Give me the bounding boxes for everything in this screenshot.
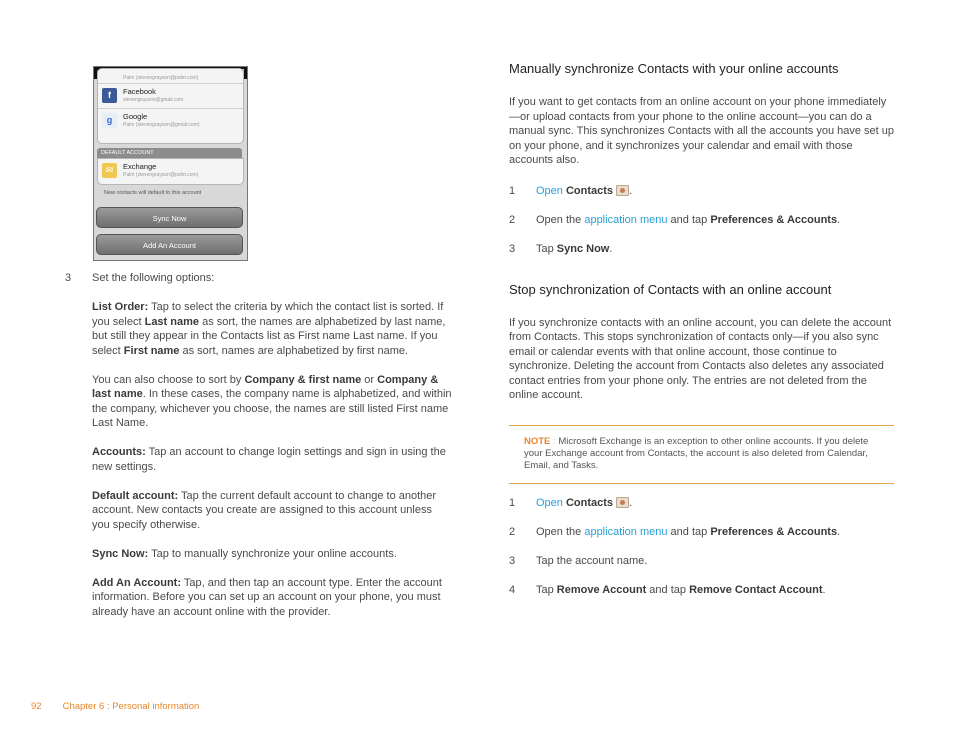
application-menu-link[interactable]: application menu [584, 525, 668, 538]
facebook-icon: f [102, 88, 117, 103]
phone-account-row [98, 83, 243, 108]
note-separator: : [550, 435, 559, 447]
section-title-manual-sync: Manually synchronize Contacts with your online accounts [509, 61, 839, 76]
step-number: 4 [509, 583, 516, 596]
company-paragraph [92, 373, 452, 431]
add-account-paragraph [92, 576, 452, 620]
text: and tap [667, 525, 711, 538]
phone-account-row [98, 108, 243, 133]
list-item [509, 242, 894, 271]
sync-now-label: Sync Now: [92, 547, 149, 560]
section-body: If you want to get contacts from an online account on your phone immediately—or upload contacts from your phone to the online account—you can do a manual sync. This synchronizes Contacts with all the accounts you have set up on your phone, and it synchronizes your calendar and email with those accounts also. [509, 96, 894, 166]
add-account-label: Add An Account: [92, 576, 182, 589]
text: as sort, the names are alphabetized by last name, but still they appear in the Contacts list as First name Last name. If you select [92, 315, 446, 357]
step-number: 1 [509, 184, 516, 197]
page-footer [31, 700, 199, 715]
step-number: 1 [509, 496, 516, 509]
phone-account-email: stevengrayson@gmail.com [123, 97, 184, 103]
phone-default-header: DEFAULT ACCOUNT [97, 148, 242, 158]
list-item: 1 Open Contacts . [509, 184, 633, 197]
google-icon: g [102, 113, 117, 128]
step-text: Set the following options: [92, 272, 215, 284]
step-number: 3 [509, 242, 516, 255]
accounts-paragraph [92, 445, 452, 474]
section-body: If you synchronize contacts with an online account, you can delete the account from Contacts. This stops synchronization of contacts only—if you also sync email or calendar events with that online account, those continue to synchronize. Deleting the account from Contacts also deletes any associated contact entries from your phone only. The entries are not deleted from the online account. [509, 316, 892, 401]
contacts-icon [616, 497, 629, 508]
term: First name [123, 344, 180, 357]
contacts-icon [616, 185, 629, 196]
text: . In these cases, the company name is alphabetized, and within the company, whichever you choose, the names are still listed First name Last Name. [92, 388, 452, 429]
term: Last name [144, 315, 200, 328]
right-column [509, 61, 894, 612]
term: Remove Account [556, 583, 647, 596]
step-number: 3 [65, 272, 72, 284]
text: Tap to manually synchronize your online accounts. [148, 547, 397, 560]
list-item [509, 554, 894, 583]
list-item [509, 213, 894, 242]
open-link[interactable]: Open [536, 496, 563, 509]
page-number: 92 [31, 701, 42, 712]
text: . [837, 213, 841, 226]
term: Preferences & Accounts [710, 213, 838, 226]
phone-default-note: New contacts will default to this account [104, 190, 202, 196]
default-account-label: Default account: [92, 489, 179, 502]
list-item [509, 525, 894, 554]
note-label: NOTE [524, 435, 551, 447]
text: as sort, names are alphabetized by first name. [179, 344, 409, 357]
text: and tap [646, 583, 690, 596]
exchange-icon: ✉ [102, 163, 117, 178]
phone-account-email: Palm (stevengrayson@palm.com) [123, 172, 199, 178]
accounts-label: Accounts: [92, 446, 146, 458]
text: You can also choose to sort by [92, 373, 245, 386]
sync-now-button[interactable]: Sync Now [96, 207, 243, 228]
term: Sync Now [556, 242, 610, 255]
phone-screenshot [93, 66, 248, 261]
phone-account-row [98, 69, 243, 83]
phone-default-account [97, 158, 244, 185]
add-account-button[interactable]: Add An Account [96, 234, 243, 255]
text: . [837, 525, 841, 538]
contacts-term: Contacts [565, 184, 614, 197]
step-number: 2 [509, 525, 516, 538]
text: Tap the current default account to change to another account. New contacts you create are assigned to this account unless you specify otherwise. [92, 489, 437, 531]
list-item [509, 583, 894, 612]
text: . [822, 583, 826, 596]
list-order-label: List Order: [92, 301, 149, 313]
step-list [509, 496, 894, 612]
phone-account-email: Palm (stevengrayson@gmail.com) [123, 122, 200, 128]
text: Open the [536, 213, 585, 226]
text: Tap the account name. [536, 554, 648, 567]
phone-account-name: Google [123, 112, 148, 121]
list-order-paragraph [92, 300, 452, 358]
text: and tap [667, 213, 711, 226]
step-list [509, 184, 894, 271]
contacts-term: Contacts [565, 496, 614, 509]
open-link[interactable]: Open [536, 184, 563, 197]
text: Tap an account to change login settings and sign in using the new settings. [92, 446, 446, 473]
text: or [361, 373, 378, 386]
note-text: Microsoft Exchange is an exception to other online accounts. If you delete your Exchange account from Contacts, the account is also deleted from Calendar, Email, and Tasks. [524, 435, 869, 471]
text: Tap to select the criteria by which the contact list is sorted. If you select [92, 301, 444, 328]
step-number: 2 [509, 213, 516, 226]
text: Open the [536, 525, 585, 538]
phone-account-name: Facebook [123, 87, 156, 96]
text: Tap, and then tap an account type. Enter the account information. Before you can set up an account on your phone, you must already have an account online with the provider. [92, 576, 442, 618]
note-box [509, 425, 894, 484]
phone-account-name: Exchange [123, 162, 157, 171]
text: Tap [536, 583, 557, 596]
phone-account-list [97, 68, 244, 144]
list-item: 1 Open Contacts . [509, 496, 633, 509]
text: Tap [536, 242, 557, 255]
term: Company & last name [92, 373, 439, 400]
application-menu-link[interactable]: application menu [584, 213, 668, 226]
default-account-paragraph [92, 489, 452, 533]
term: Remove Contact Account [689, 583, 823, 596]
term: Preferences & Accounts [710, 525, 838, 538]
chapter-title: Chapter 6 : Personal information [62, 701, 200, 712]
section-title-stop-sync: Stop synchronization of Contacts with an online account [509, 281, 832, 297]
phone-account-row [98, 159, 243, 183]
text: . [609, 242, 613, 255]
term: Company & first name [244, 373, 362, 386]
phone-account-email: Palm (stevengrayson@palm.com) [123, 75, 199, 81]
step-number: 3 [509, 554, 516, 567]
sync-now-paragraph [92, 547, 452, 562]
left-column [92, 271, 452, 634]
